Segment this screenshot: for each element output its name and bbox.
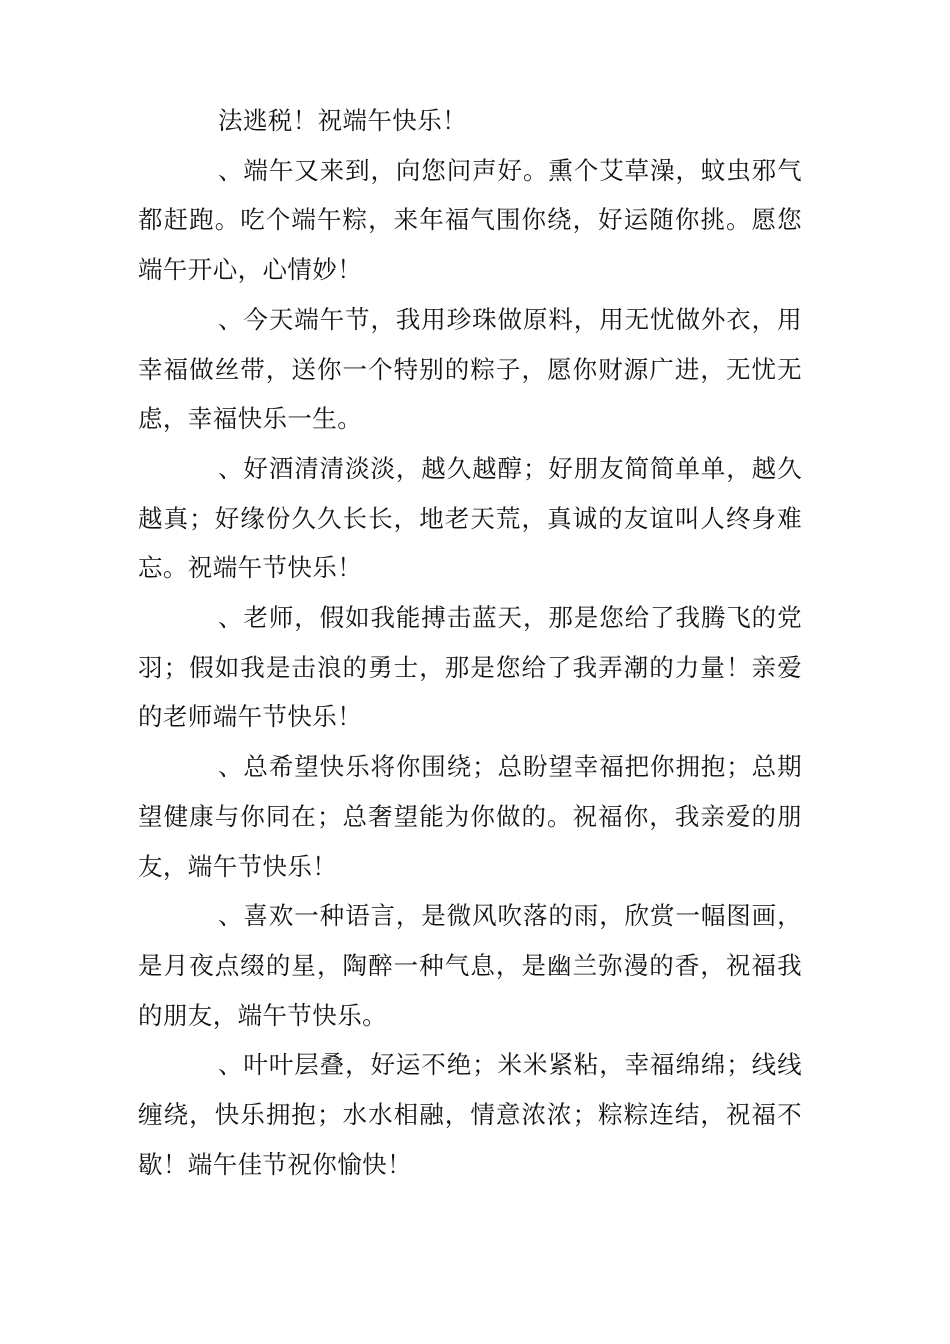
paragraph-greeting-7: 、叶叶层叠，好运不绝；米米紧粘，幸福绵绵；线线缠绕，快乐拥抱；水水相融，情意浓浓；粽粽连结，祝福不歇！端午佳节祝你愉快！ bbox=[138, 1050, 802, 1179]
paragraph-greeting-1: 、端午又来到，向您问声好。熏个艾草澡，蚊虫邪气都赶跑。吃个端午粽，来年福气围你绕，好运随你挑。愿您端午开心，心情妙！ bbox=[138, 155, 802, 285]
paragraph-greeting-2: 、今天端午节，我用珍珠做原料，用无忧做外衣，用幸福做丝带，送你一个特别的粽子，愿你财源广进，无忧无虑，幸福快乐一生。 bbox=[138, 304, 802, 434]
document-body bbox=[138, 96, 802, 1189]
paragraph-greeting-4: 、老师，假如我能搏击蓝天，那是您给了我腾飞的党羽；假如我是击浪的勇士，那是您给了我弄潮的力量！亲爱的老师端午节快乐！ bbox=[138, 603, 802, 732]
paragraph-greeting-3: 、好酒清清淡淡，越久越醇；好朋友简简单单，越久越真；好缘份久久长长，地老天荒，真诚的友谊叫人终身难忘。祝端午节快乐！ bbox=[138, 453, 802, 583]
paragraph-greeting-5: 、总希望快乐将你围绕；总盼望幸福把你拥抱；总期望健康与你同在；总奢望能为你做的。祝福你，我亲爱的朋友，端午节快乐！ bbox=[138, 752, 802, 881]
paragraph-greeting-6: 、喜欢一种语言，是微风吹落的雨，欣赏一幅图画，是月夜点缀的星，陶醉一种气息，是幽兰弥漫的香，祝福我的朋友，端午节快乐。 bbox=[138, 901, 802, 1030]
paragraph-continued: 法逃税！祝端午快乐！ bbox=[218, 106, 467, 135]
